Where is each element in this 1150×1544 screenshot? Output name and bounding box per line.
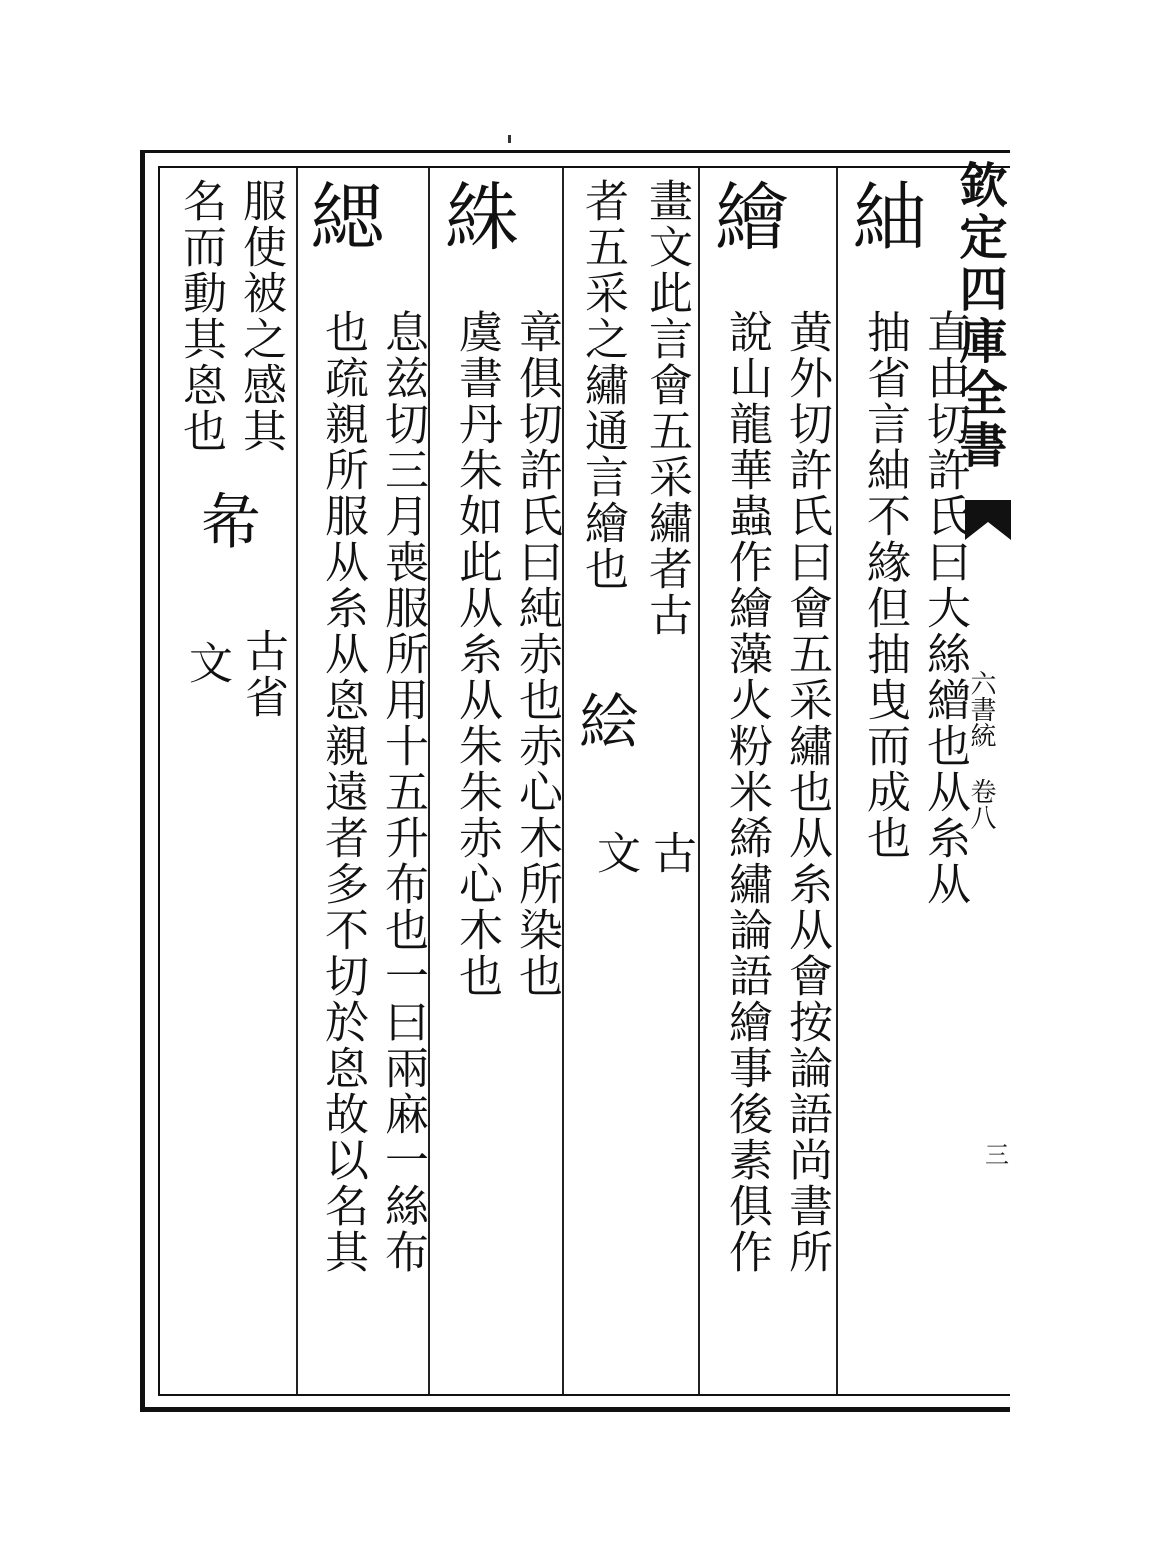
gloss-line: 章俱切許氏曰純赤也赤心木所染也 <box>511 309 562 999</box>
column-rule <box>296 168 298 1394</box>
text-column <box>636 178 696 638</box>
variant-label-text: 古 <box>645 830 696 876</box>
variant-label-text: 文 <box>181 640 232 686</box>
gloss-line: 黄外切許氏曰會五采繡也从糸从會按論語尚書所 <box>781 309 832 1275</box>
text-column <box>572 178 632 592</box>
gloss-line: 服使被之感其 <box>235 178 286 454</box>
seal-character: 緦 <box>299 178 385 256</box>
seal-variant: 㣇 <box>191 490 261 552</box>
seal-character: 繪 <box>703 178 789 256</box>
seal-character: 絑 <box>433 178 519 256</box>
gloss-line: 者五采之繡通言繪也 <box>577 178 628 592</box>
variant-label-text: 文 <box>589 830 640 876</box>
seal-character: 紬 <box>841 178 927 256</box>
gloss-line: 畫文此言會五采繡者古 <box>641 178 692 638</box>
gloss-line: 也疏親所服从糸从恖親遠者多不切於恖故以名其 <box>317 309 368 1275</box>
gloss-line: 虞書丹朱如此从糸从朱朱赤心木也 <box>451 309 502 999</box>
variant-label <box>584 830 644 876</box>
variant-form <box>569 690 639 752</box>
page-speck <box>508 135 511 143</box>
gloss-line: 抽省言紬不緣但抽曳而成也 <box>859 309 910 861</box>
margin-volume: 卷八 <box>966 778 996 830</box>
variant-label <box>176 640 236 686</box>
gloss-line: 息兹切三月喪服所用十五升布也一曰兩麻一絲布 <box>377 309 428 1275</box>
variant-label-text: 古省 <box>237 628 288 720</box>
gloss-line: 直由切許氏曰大絲繒也从糸从 <box>919 309 970 907</box>
gloss-line: 說山龍華蟲作繪藻火粉米絺繡論語繪事後素俱作 <box>721 309 772 1275</box>
page-number: 三 <box>985 1141 1009 1169</box>
text-column <box>433 178 566 999</box>
text-column <box>703 178 836 1275</box>
variant-form <box>191 490 261 552</box>
text-column <box>299 178 432 1275</box>
gloss-line: 名而動其恖也 <box>175 178 226 454</box>
book-title: 欽定四庫全書 <box>951 160 1007 472</box>
column-rule <box>836 168 838 1394</box>
variant-label <box>232 628 292 720</box>
text-column <box>841 178 974 907</box>
seal-variant: 絵 <box>569 690 639 752</box>
column-rule <box>698 168 700 1394</box>
variant-label <box>640 830 700 876</box>
margin-title: 六書統 <box>966 670 996 748</box>
text-column <box>170 178 290 454</box>
